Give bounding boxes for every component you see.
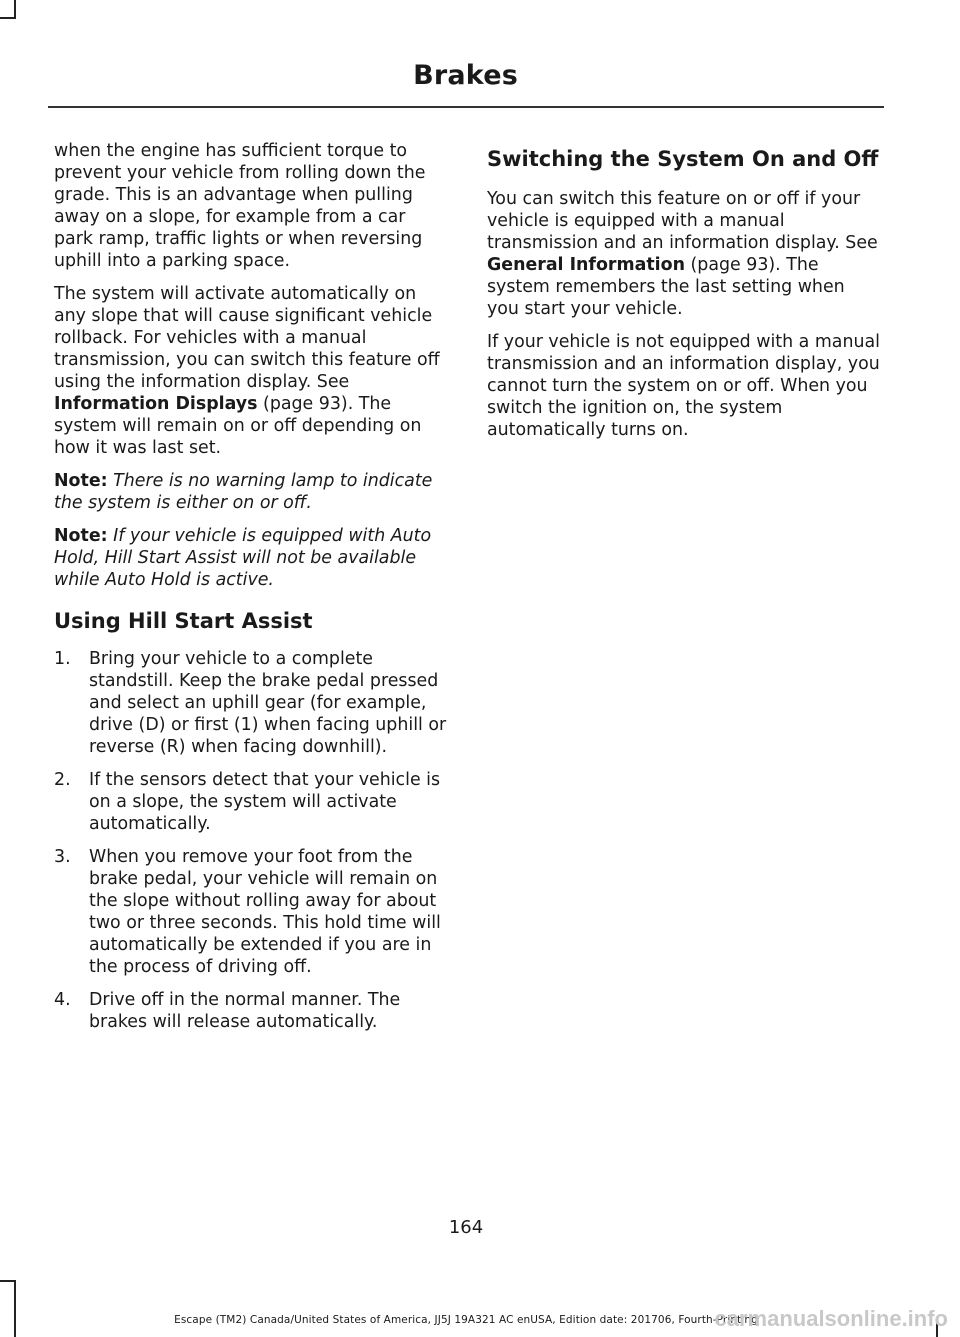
page-section-title: Brakes xyxy=(413,60,518,91)
note-label: Note: xyxy=(54,471,108,491)
cross-reference-link[interactable]: General Information xyxy=(487,255,685,275)
header-divider xyxy=(48,106,884,108)
note-label: Note: xyxy=(54,526,108,546)
list-item: 3. When you remove your foot from the brake pedal, your vehicle will remain on the slope without rolling away for about two or three seconds. This hold time will automatically be extended if you are in the process of driving off. xyxy=(54,847,441,977)
crop-mark xyxy=(0,17,16,19)
section-heading: Switching the System On and Off xyxy=(487,147,879,171)
paragraph-activation: The system will activate automatically on any slope that will cause significant vehicle rollback. For vehicles with a manual transmission, you can switch this feature off using the information display. See Information Displays (page 93). The system will remain on or off depending on how it was last set. xyxy=(54,284,440,458)
list-item: 4. Drive off in the normal manner. The brakes will release automatically. xyxy=(54,990,401,1032)
page-number: 164 xyxy=(448,1217,484,1238)
watermark: carmanualsonline.info xyxy=(714,1306,948,1331)
list-item: 2. If the sensors detect that your vehicle is on a slope, the system will activate automatically. xyxy=(54,770,441,834)
paragraph-switching: You can switch this feature on or off if your vehicle is equipped with a manual transmission and an information display. See General Information (page 93). The system remembers the last setting when you start your vehicle. xyxy=(487,189,878,319)
paragraph-torque: when the engine has sufficient torque to prevent your vehicle from rolling down the grade. This is an advantage when pulling away on a slope, for example from a car park ramp, traffic lights or when reversing uphill into a parking space. xyxy=(54,141,426,271)
crop-mark xyxy=(14,1280,16,1337)
list-item: 1. Bring your vehicle to a complete standstill. Keep the brake pedal pressed and select an uphill gear (for example, drive (D) or first (1) when facing uphill or reverse (R) when facing downhill). xyxy=(54,649,447,757)
paragraph-not-equipped: If your vehicle is not equipped with a manual transmission and an information display, you cannot turn the system on or off. When you switch the ignition on, the system automatically turns on. xyxy=(487,332,880,440)
steps-list xyxy=(54,648,449,1033)
note-auto-hold: Note: If your vehicle is equipped with Auto Hold, Hill Start Assist will not be available while Auto Hold is active. xyxy=(54,526,432,590)
section-heading: Using Hill Start Assist xyxy=(54,609,313,633)
cross-reference-link[interactable]: Information Displays xyxy=(54,394,258,414)
left-column xyxy=(54,140,449,1044)
crop-mark xyxy=(0,1280,16,1282)
edition-line: Escape (TM2) Canada/United States of America, JJ5J 19A321 AC enUSA, Edition date: 201706, Fourth-Printing xyxy=(174,1314,758,1326)
note-warning-lamp: Note: There is no warning lamp to indicate the system is either on or off. xyxy=(54,471,433,513)
right-column xyxy=(487,145,882,452)
crop-mark xyxy=(14,0,16,18)
